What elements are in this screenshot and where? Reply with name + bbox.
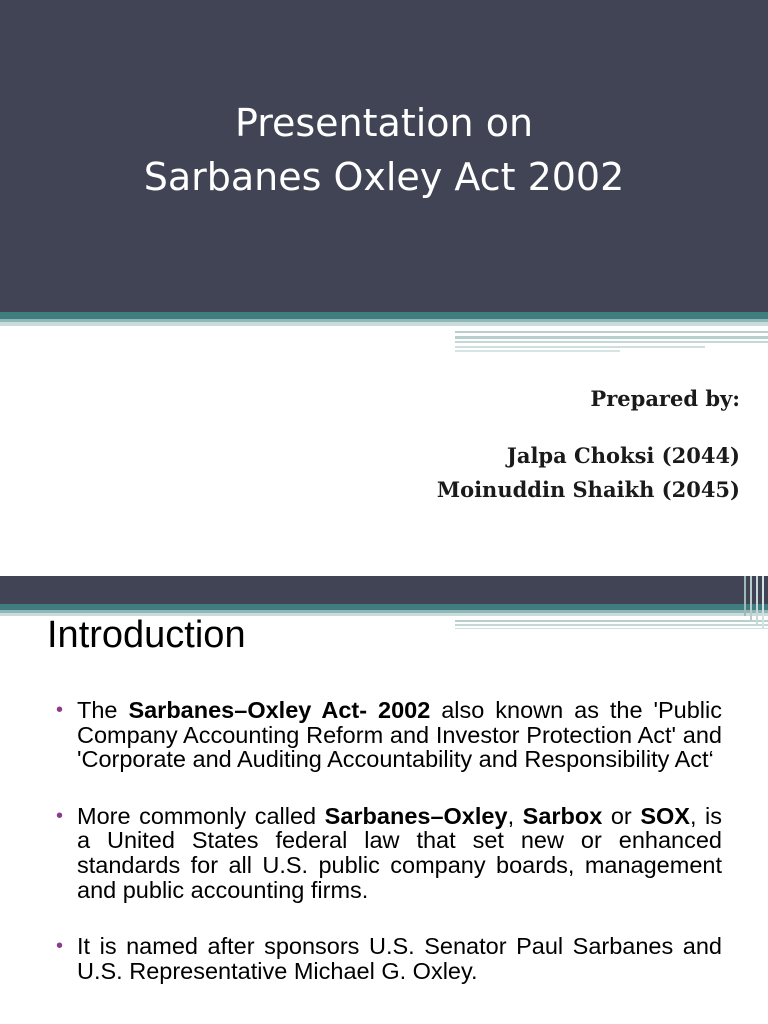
bullet-dot-icon: • (56, 804, 64, 827)
bold-text: Sarbox (522, 802, 603, 829)
decorative-stripe (762, 576, 764, 628)
title-line-2: Sarbanes Oxley Act 2002 (143, 155, 625, 199)
text: , is a United States federal law that set new or enhanced standards for all U.S. public company boards, management and public accounting firms. (77, 802, 722, 903)
text: More commonly called (77, 802, 325, 829)
text: The (77, 697, 129, 723)
text: or (602, 802, 641, 829)
bold-text: Sarbanes–Oxley (324, 802, 508, 829)
credits (437, 386, 740, 507)
bullet-item (56, 804, 722, 902)
header-band (0, 576, 768, 604)
text: also known as the 'Public Company Accounting Reform and Investor Protection Act' and 'Corporate and Auditing Accountability and Responsibility Act‘ (77, 697, 722, 773)
decorative-stripe (455, 624, 768, 626)
decorative-stripe (455, 350, 620, 352)
decorative-stripe (455, 620, 768, 622)
bullet-dot-icon: • (56, 935, 64, 958)
slide-title (0, 96, 768, 204)
decorative-stripe (0, 312, 768, 319)
decorative-stripe (756, 576, 758, 624)
bullet-item (56, 934, 722, 983)
slide-heading: Introduction (47, 614, 246, 656)
decorative-stripe (750, 576, 752, 620)
bold-text: SOX (640, 802, 690, 829)
title-line-1: Presentation on (234, 101, 534, 145)
author-name-2: Moinuddin Shaikh (2045) (436, 477, 740, 502)
bullet-item (56, 698, 722, 772)
bold-text: Sarbanes–Oxley Act- 2002 (128, 697, 431, 723)
text: It is named after sponsors U.S. Senator Paul Sarbanes and U.S. Representative Michael G. Oxley. (77, 933, 722, 984)
introduction-slide (0, 576, 768, 1024)
bullet-list (56, 698, 722, 1015)
decorative-stripe (455, 341, 768, 343)
bullet-dot-icon: • (56, 699, 64, 721)
decorative-stripe (455, 331, 768, 333)
author-name-1: Jalpa Choksi (2044) (506, 443, 740, 468)
prepared-by-label: Prepared by: (590, 386, 740, 411)
decorative-stripe (455, 346, 705, 348)
text: , (507, 802, 523, 829)
decorative-stripe (455, 336, 768, 339)
decorative-stripe (744, 576, 746, 616)
decorative-stripe (0, 322, 768, 326)
decorative-stripe (455, 628, 768, 629)
